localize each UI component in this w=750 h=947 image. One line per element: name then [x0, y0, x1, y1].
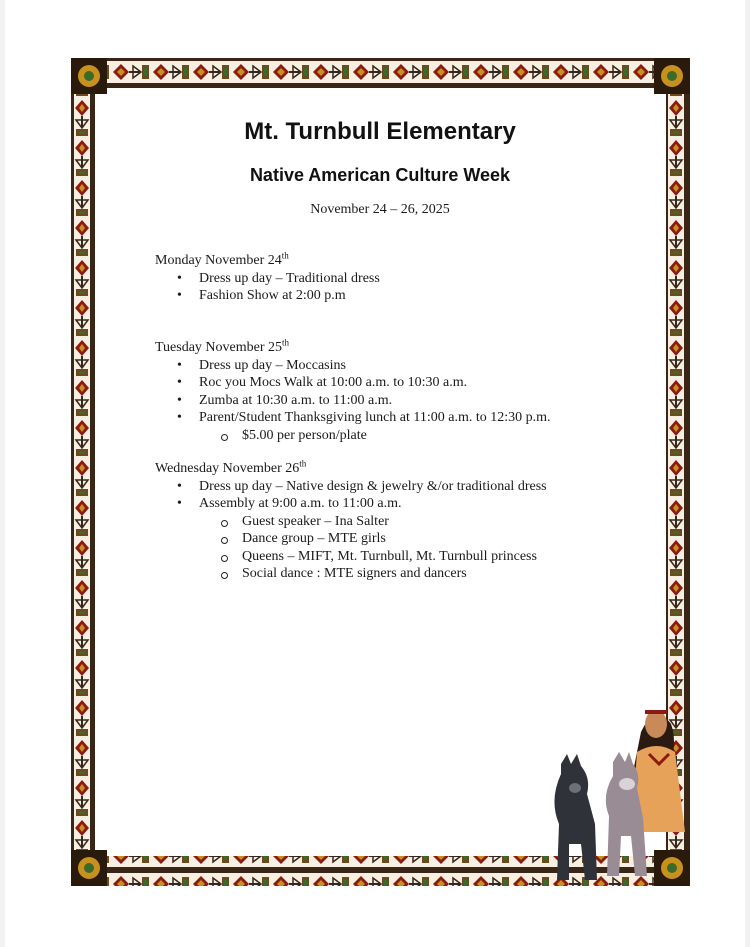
list-item: • Parent/Student Thanksgiving lunch at 11:00 a.m. to 12:30 p.m.: [155, 409, 551, 427]
day-heading: Tuesday November 25th: [155, 337, 290, 355]
corner-sun-icon: [71, 58, 107, 94]
sub-list-item: Queens – MIFT, Mt. Turnbull, Mt. Turnbull princess: [155, 548, 547, 566]
wednesday-section: [155, 460, 547, 583]
list-item: • Dress up day – Moccasins: [155, 357, 551, 375]
list-item: • Zumba at 10:30 a.m. to 11:00 a.m.: [155, 392, 551, 410]
document-page: [5, 0, 745, 947]
event-title: Native American Culture Week: [249, 165, 511, 185]
sub-list-item: Guest speaker – Ina Salter: [155, 513, 547, 531]
list-item: • Roc you Mocs Walk at 10:00 a.m. to 10:30 a.m.: [155, 374, 551, 392]
event-dates: November 24 – 26, 2025: [310, 202, 450, 217]
corner-sun-icon: [654, 58, 690, 94]
sub-list-item: Dance group – MTE girls: [155, 530, 547, 548]
monday-section: [155, 252, 380, 305]
wolves-and-native-woman-illustration: [553, 692, 693, 886]
black-wolf-figure: [554, 754, 597, 880]
school-title: Mt. Turnbull Elementary: [244, 118, 516, 145]
sub-list-item: Social dance : MTE signers and dancers: [155, 565, 547, 583]
tuesday-section: [155, 339, 551, 444]
list-item: • Fashion Show at 2:00 p.m: [155, 287, 380, 305]
day-heading: Monday November 24th: [155, 250, 289, 268]
day-heading: Wednesday November 26th: [155, 458, 307, 476]
sub-list-item: $5.00 per person/plate: [155, 427, 551, 445]
list-item: • Dress up day – Native design & jewelry &/or traditional dress: [155, 478, 547, 496]
list-item: • Dress up day – Traditional dress: [155, 270, 380, 288]
list-item: • Assembly at 9:00 a.m. to 11:00 a.m.: [155, 495, 547, 513]
